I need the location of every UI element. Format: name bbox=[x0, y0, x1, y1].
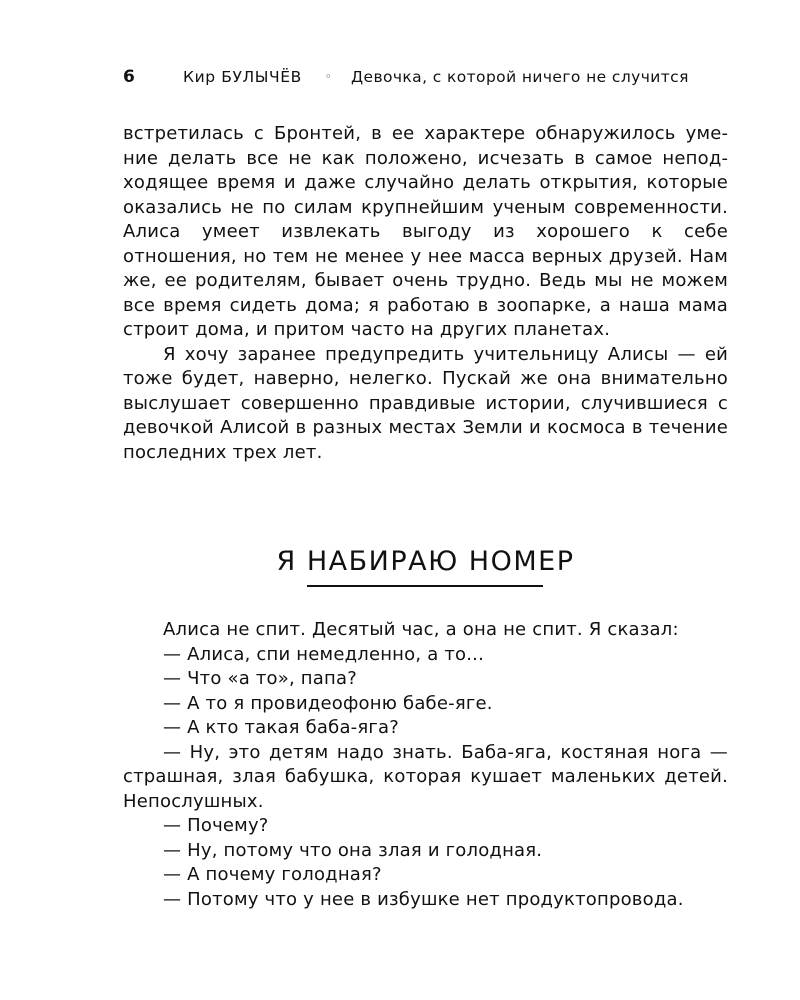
dialogue-line: — Ну, это детям надо знать. Баба-яга, костяная нога — страшная, злая бабушка, которая кушает маленьких детей. Непослушных. bbox=[123, 741, 728, 812]
dialogue-line: Алиса не спит. Десятый час, а она не спит. Я сказал: bbox=[163, 619, 679, 640]
page-number: 6 bbox=[123, 67, 135, 87]
chapter-title: Я НАБИРАЮ НОМЕР bbox=[276, 546, 575, 577]
chapter-title-underline bbox=[307, 585, 543, 587]
dialogue-line: — А кто такая баба-яга? bbox=[163, 717, 400, 738]
dialogue-line: — Почему? bbox=[163, 815, 269, 836]
header-author: Кир БУЛЫЧЁВ bbox=[183, 68, 302, 86]
dialogue-line: — А то я провидеофоню бабе-яге. bbox=[163, 692, 493, 714]
dialogue-line: — Алиса, спи немедленно, а то... bbox=[163, 643, 485, 665]
dialogue-line: — Что «а то», папа? bbox=[163, 668, 357, 689]
header-separator-icon: ◦ bbox=[325, 70, 332, 83]
running-header bbox=[123, 66, 723, 88]
dialogue-text bbox=[123, 618, 728, 912]
header-book-title: Девочка, с которой ничего не случится bbox=[351, 68, 689, 86]
dialogue-line: — Потому что у нее в избушке нет продуктопровода. bbox=[163, 888, 684, 910]
intro-text bbox=[123, 122, 728, 465]
paragraph: Я хочу заранее предупредить учительницу Алисы — ей тоже будет, наверно, нелегко. Пускай же она внимательно выслушает совершенно правдивые истории, случившиеся с девочкой Алисой в разных местах Земли и космоса в течение последних трех лет. bbox=[123, 343, 728, 463]
dialogue-line: — Ну, потому что она злая и голодная. bbox=[163, 839, 543, 861]
dialogue-line: — А почему голодная? bbox=[163, 864, 382, 885]
paragraph: встретилась с Бронтей, в ее характере обнаружилось умение делать все не как положено, исчезать в самое неподходящее время и даже случайно делать открытия, которые оказались не по силам крупнейшим ученым современности. Алиса умеет извлекать выгоду из хорошего к себе отношения, но тем не менее у нее масса верных друзей. Нам же, ее родителям, бывает очень трудно. Ведь мы не можем все время сидеть дома; я работаю в зоопарке, а наша мама строит дома, и притом часто на других планетах. bbox=[123, 123, 728, 340]
